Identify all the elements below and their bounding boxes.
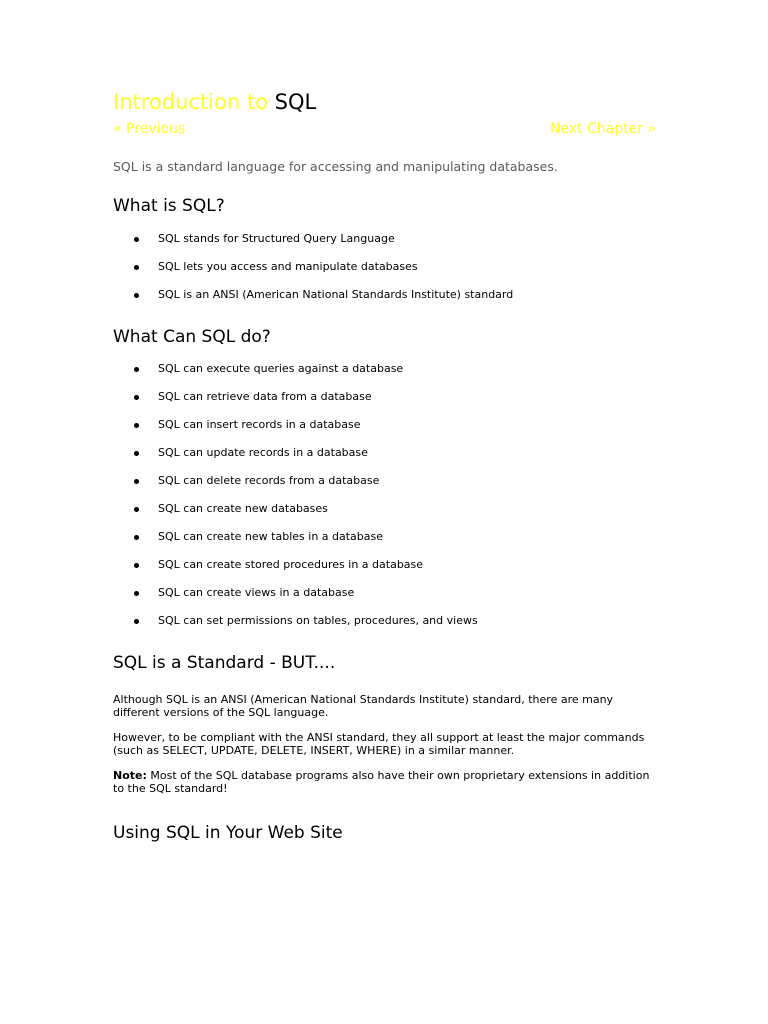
bullet-icon [134, 293, 139, 298]
list-item-text: SQL is an ANSI (American National Standards Institute) standard [158, 288, 514, 301]
list-item [113, 362, 658, 376]
list-item-text: SQL can delete records from a database [158, 474, 380, 487]
page-title-prefix: Introduction to [113, 90, 275, 114]
previous-link[interactable]: « Previous [113, 121, 186, 137]
intro-text: SQL is a standard language for accessing and manipulating databases. [113, 159, 558, 174]
bullet-icon [134, 619, 139, 624]
list-item-text: SQL stands for Structured Query Language [158, 232, 395, 245]
list-item [113, 474, 658, 488]
paragraph-note [113, 769, 658, 795]
list-item [113, 288, 658, 302]
note-label: Note: [113, 769, 147, 782]
page-title-subject: SQL [274, 90, 317, 114]
list-item-text: SQL can create new databases [158, 502, 328, 515]
paragraph-compliance: However, to be compliant with the ANSI standard, they all support at least the major commands (such as SELECT, UPDATE, DELETE, INSERT, WHERE) in a similar manner. [113, 731, 645, 757]
bullet-icon [134, 535, 139, 540]
bullet-icon [134, 563, 139, 568]
list-item-text: SQL can update records in a database [158, 446, 368, 459]
paragraph-versions: Although SQL is an ANSI (American National Standards Institute) standard, there are many different versions of the SQL language. [113, 693, 614, 719]
heading-sql-standard: SQL is a Standard - BUT.... [113, 653, 336, 673]
document-page [113, 88, 658, 844]
what-is-sql-list [113, 232, 658, 302]
list-item [113, 390, 658, 404]
heading-what-can-sql-do: What Can SQL do? [113, 327, 271, 347]
list-item [113, 586, 658, 600]
heading-what-is-sql: What is SQL? [113, 196, 225, 216]
note-text: Most of the SQL database programs also have their own proprietary extensions in addition to the SQL standard! [113, 769, 650, 795]
bullet-icon [134, 367, 139, 372]
bullet-icon [134, 591, 139, 596]
list-item [113, 530, 658, 544]
bullet-icon [134, 451, 139, 456]
list-item-text: SQL can execute queries against a database [158, 362, 404, 375]
list-item [113, 446, 658, 460]
next-chapter-link[interactable]: Next Chapter » [549, 121, 656, 137]
bullet-icon [134, 479, 139, 484]
bullet-icon [134, 423, 139, 428]
list-item [113, 232, 658, 246]
list-item [113, 558, 658, 572]
list-item [113, 502, 658, 516]
what-can-sql-do-list [113, 362, 658, 628]
list-item-text: SQL can create new tables in a database [158, 530, 384, 543]
list-item [113, 260, 658, 274]
chapter-nav [113, 118, 658, 140]
bullet-icon [134, 395, 139, 400]
page-title [113, 88, 658, 116]
list-item [113, 418, 658, 432]
list-item-text: SQL lets you access and manipulate databases [158, 260, 418, 273]
list-item-text: SQL can insert records in a database [158, 418, 361, 431]
bullet-icon [134, 237, 139, 242]
bullet-icon [134, 507, 139, 512]
list-item [113, 614, 658, 628]
list-item-text: SQL can retrieve data from a database [158, 390, 372, 403]
list-item-text: SQL can create stored procedures in a database [158, 558, 424, 571]
list-item-text: SQL can set permissions on tables, procedures, and views [158, 614, 478, 627]
bullet-icon [134, 265, 139, 270]
heading-using-sql-web-site: Using SQL in Your Web Site [113, 823, 343, 843]
list-item-text: SQL can create views in a database [158, 586, 355, 599]
